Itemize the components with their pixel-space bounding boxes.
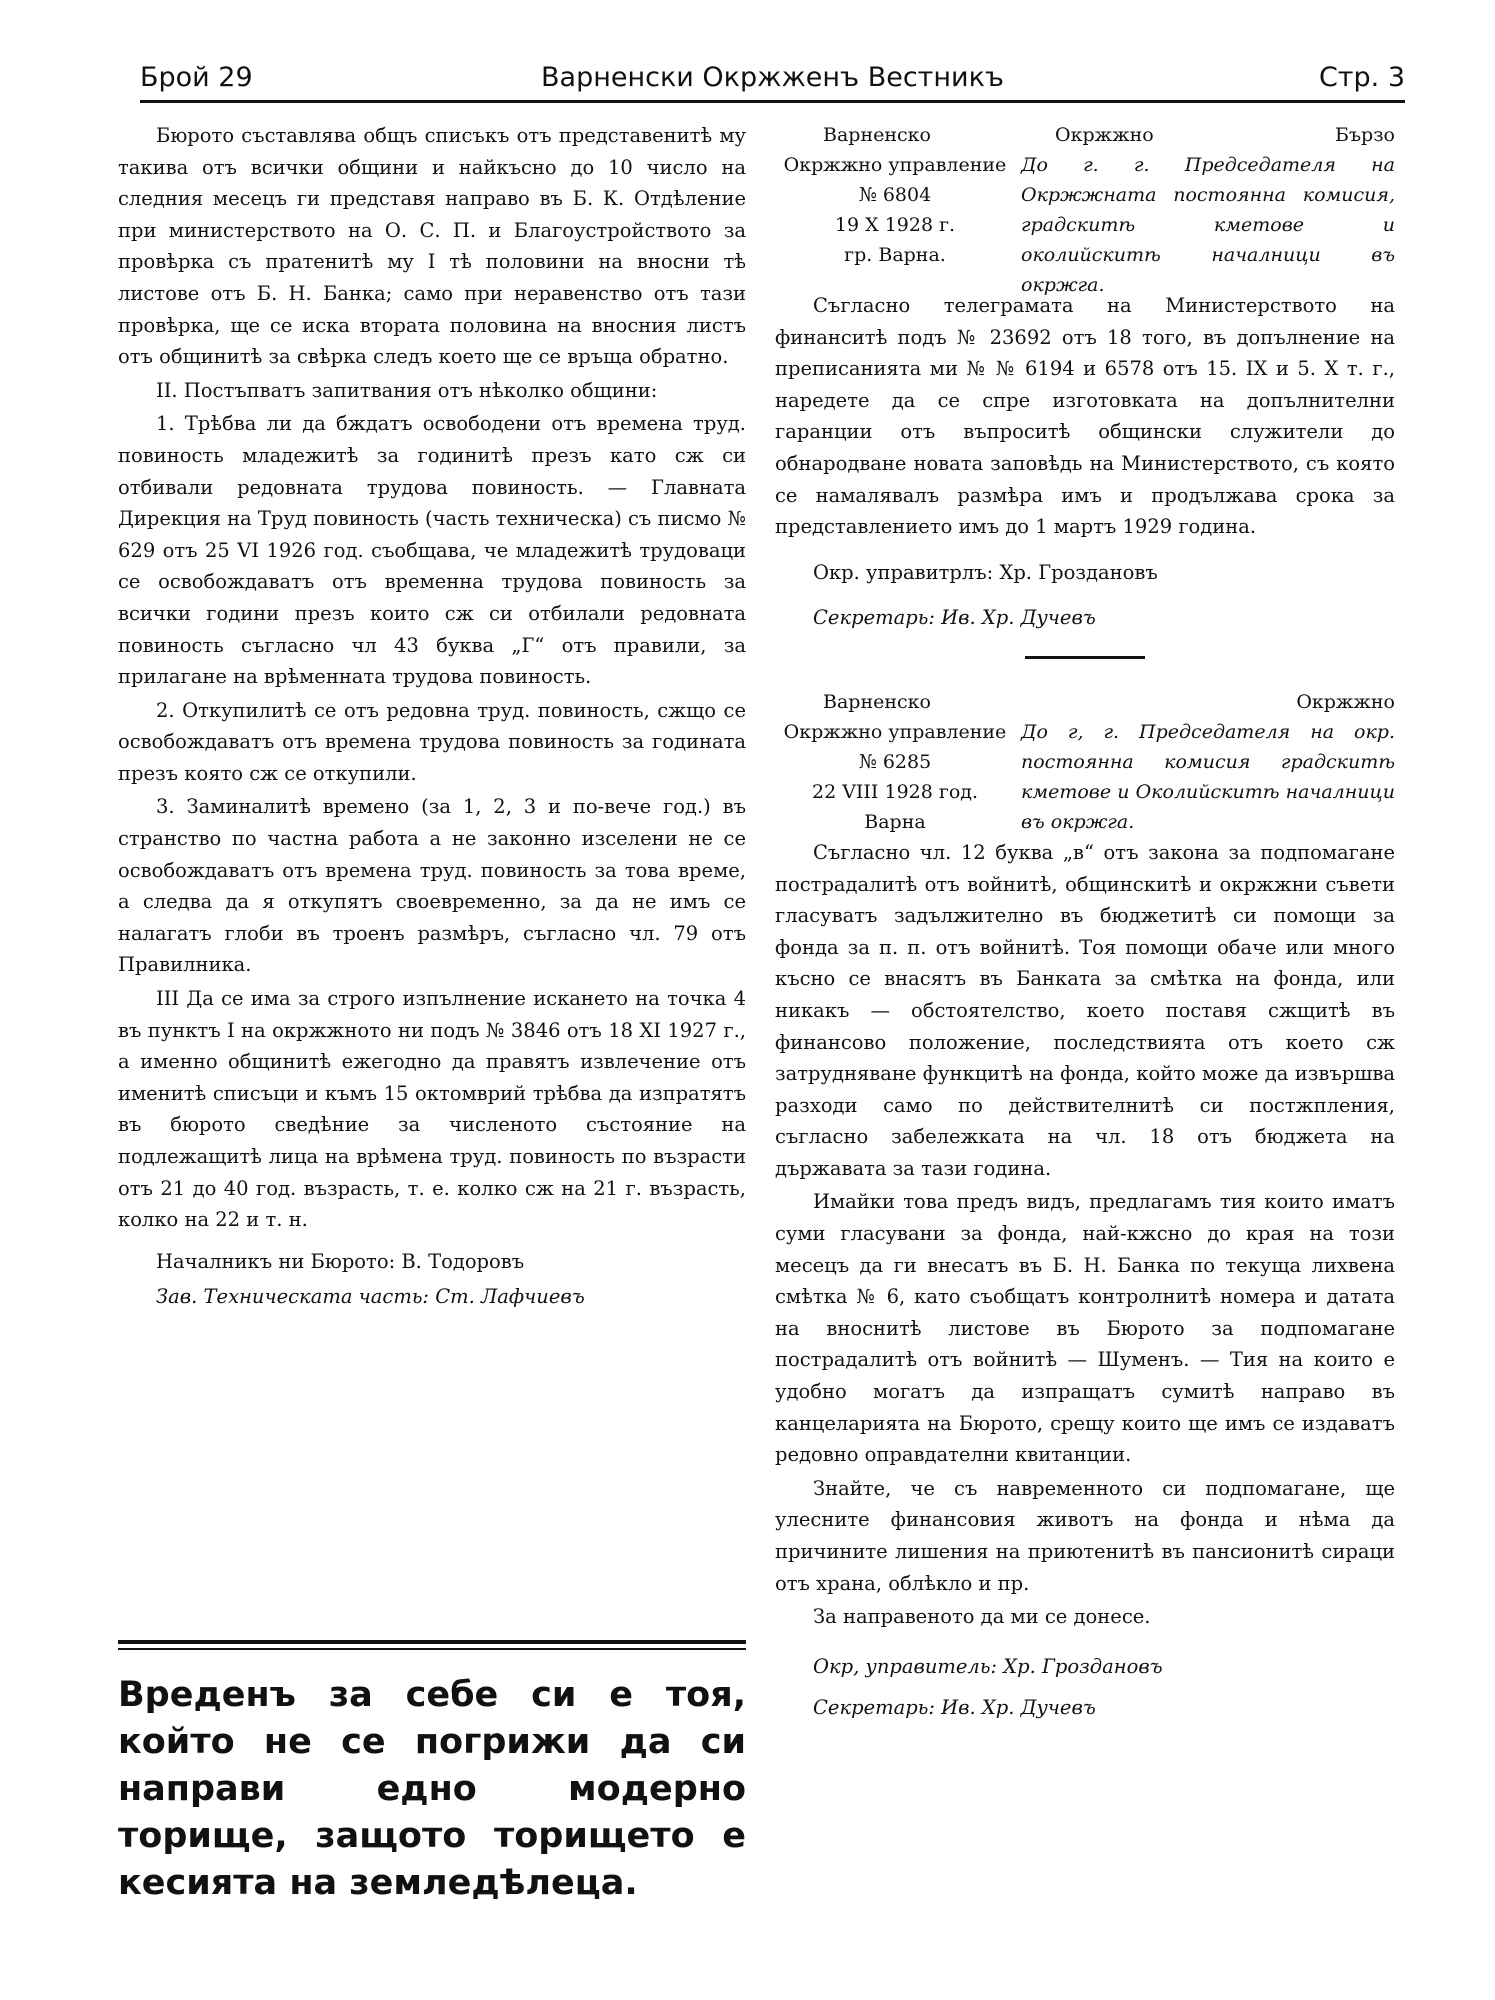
signature-secretary: Секретарь: Ив. Хр. Дучевъ [813, 606, 1096, 630]
advert-slogan: Вреденъ за себе си е тоя, който не се погрижи да си направи едно модерно торище, защото торището е кесията на земледѣлеца. [118, 1675, 746, 1903]
paragraph: III Да се има за строго изпълнение искането на точка 4 въ пунктъ I на окржжното ни подъ № 3846 отъ 18 XI 1927 г., а именно общинитѣ ежегодно да правятъ извлечение отъ именитѣ списъци и къмъ 15 октомврий трѣбва да изпратятъ въ бюрото сведѣние за численото състояние на подлежащитѣ лица на врѣмена труд. повиность по възрасти отъ 21 до 40 год. възрасть, т. е. колко сж на 21 г. възрасть, колко на 22 и т. н. [118, 987, 746, 1232]
paragraph: 2. Откупилитѣ се отъ редовна труд. повиность, сжщо се освобождаватъ отъ времена трудова повиность за годината презъ която сж се откупили. [118, 698, 746, 785]
notice-addressee: До г. г. Председателя на Окржжната постоянна комисия, градскитѣ кметове и околийскитѣ началници въ окржга. [1021, 154, 1395, 296]
signature-technical-head: Зав. Техническата часть: Ст. Лафчиевъ [156, 1285, 585, 1309]
signature-governor: Окр, управитель: Хр. Грoздановъ [813, 1654, 1163, 1678]
running-header [140, 62, 1405, 98]
notice-header [775, 687, 1395, 837]
paragraph: 3. Заминалитѣ времено (за 1, 2, 3 и по-вече год.) въ странство по частна работа а не законно изселени не се освобождаватъ отъ времена труд. повиность за това време, а следва да я откупятъ своевременно, за да не имъ се налагатъ глоби въ троенъ размѣръ, съгласно чл. 79 отъ Правилника. [118, 795, 746, 977]
office-name: Окржжно управление [783, 720, 1007, 743]
signature-secretary: Секретарь: Ив. Хр. Дучевъ [813, 1696, 1096, 1720]
paragraph: Съгласно телеграмата на Министерството на финанситѣ подъ № 23692 отъ 18 того, въ допълнение на преписанията ми № № 6194 и 6578 отъ 15. IX и 5. X т. г., наредете да се спре изготовката на допълнителни гаранции отъ въпроситѣ общински служители до обнародване новата заповѣдь на Министерството, съ която се намалявалъ размѣра имъ и продължава срока за представлението имъ до 1 мартъ 1929 година. [775, 294, 1395, 539]
advert-rule [118, 1648, 746, 1650]
office-city: гр. Варна. [844, 244, 946, 266]
page-number: Стр. 3 [1318, 62, 1405, 93]
notice-region: Варненско [823, 690, 931, 713]
office-date: 19 X 1928 г. [834, 214, 956, 236]
paragraph: Бюрото съставлява общъ списъкъ отъ представенитѣ му такива отъ всички общини и найкъсно до 10 число на следния месецъ ги представя направо въ Б. К. Отдѣление при министерството на О. С. П. и Благоустройството за провѣрка съ пратенитѣ му I тѣ половини на вносни тѣ листове отъ Б. Н. Банка; само при неравенство отъ тази провѣрка, ще се иска втората половина на вносния листъ отъ общинитѣ за свѣрка следъ което ще се връща обратно. [118, 124, 746, 369]
advert-rule [118, 1640, 746, 1644]
notice-office [775, 150, 1015, 270]
notice-type: Окржжно [1055, 124, 1154, 146]
left-column [118, 120, 746, 1313]
signature-bureau-chief: Началникъ ни Бюрото: В. Тодоровъ [156, 1249, 525, 1273]
header-rule [140, 100, 1405, 103]
notice-urgency: Бързо [1334, 124, 1395, 146]
paragraph: II. Постъпватъ запитвания отъ нѣколко общини: [156, 378, 658, 402]
newspaper-title: Варненски Окржженъ Вестникъ [541, 62, 1004, 93]
paragraph: Имайки това предъ видъ, предлагамъ тия които иматъ суми гласувани за фонда, най-кжсно до края на този месецъ да ги внесатъ въ Б. Н. Банка по текуща лихвена смѣтка № 6, като съобщатъ контролнитѣ номера и датата на вноснитѣ листове въ Бюрото за подпомагане пострадалитѣ отъ войнитѣ — Шуменъ. — Тия на които е удобно могатъ да изпращатъ сумитѣ направо въ канцеларията на Бюрото, срещу които ще имъ се издаватъ редовно оправдателни квитанции. [775, 1190, 1395, 1467]
office-number: № 6804 [858, 184, 932, 206]
paragraph: Знайте, че съ навременното си подпомагане, ще улесните финансовия животъ на фонда и нѣма да причините лишения на приютенитѣ въ пансионитѣ сираци отъ храна, облѣкло и пр. [775, 1476, 1395, 1595]
signature-governor: Окр. управитрлъ: Хр. Грoздановъ [813, 560, 1158, 584]
office-date: 22 VIII 1928 год. [811, 780, 979, 803]
notice-office [775, 717, 1015, 837]
notice-addressee: До г, г. Председателя на окр. постоянна комисия градскитѣ кметове и Околийскитѣ началници въ окржга. [1021, 720, 1395, 833]
issue-number: Брой 29 [140, 62, 253, 93]
office-name: Окржжно управление [783, 154, 1007, 176]
paragraph: Съгласно чл. 12 буква „в“ отъ закона за подпомагане пострадалитѣ отъ войнитѣ, общинскитѣ и окржжни съвети гласуватъ задължително въ бюджетитѣ си помощи за фонда за п. п. отъ войнитѣ. Тоя помощи обаче или много късно се внасятъ въ Банката за смѣтка на фонда, или никакъ — обстоятелство, което поставя сжщитѣ въ финансово положение, последствията отъ което сж затрудняване функцитѣ на фонда, който може да извършва разходи само по действителнитѣ си постжпления, съгласно забележката на чл. 18 отъ бюджета на държавата за тази година. [775, 840, 1395, 1180]
notice-header [775, 120, 1395, 296]
notice-type: Окржжно [1296, 690, 1395, 713]
paragraph: 1. Трѣбва ли да бждатъ освободени отъ времена труд. повиность младежитѣ за годинитѣ презъ като сж си отбивали редовната трудова повиность. — Главната Дирекция на Труд повиность (часть техническа) съ писмо № 629 отъ 25 VI 1926 год. съобщава, че младежитѣ трудоваци се освобождаватъ отъ временна трудова повиность за всички години презъ които сж си отбилали редовната повиность съгласно чл 43 буква „Г“ отъ правили, за прилагане на врѣменната трудова повиность. [118, 412, 746, 689]
office-number: № 6285 [858, 750, 932, 773]
right-column [775, 120, 1395, 1724]
paragraph: За направеното да ми се донесе. [813, 1605, 1151, 1629]
notice-region: Варненско [823, 124, 931, 146]
section-divider [1025, 656, 1145, 659]
office-city: Варна [864, 810, 926, 833]
